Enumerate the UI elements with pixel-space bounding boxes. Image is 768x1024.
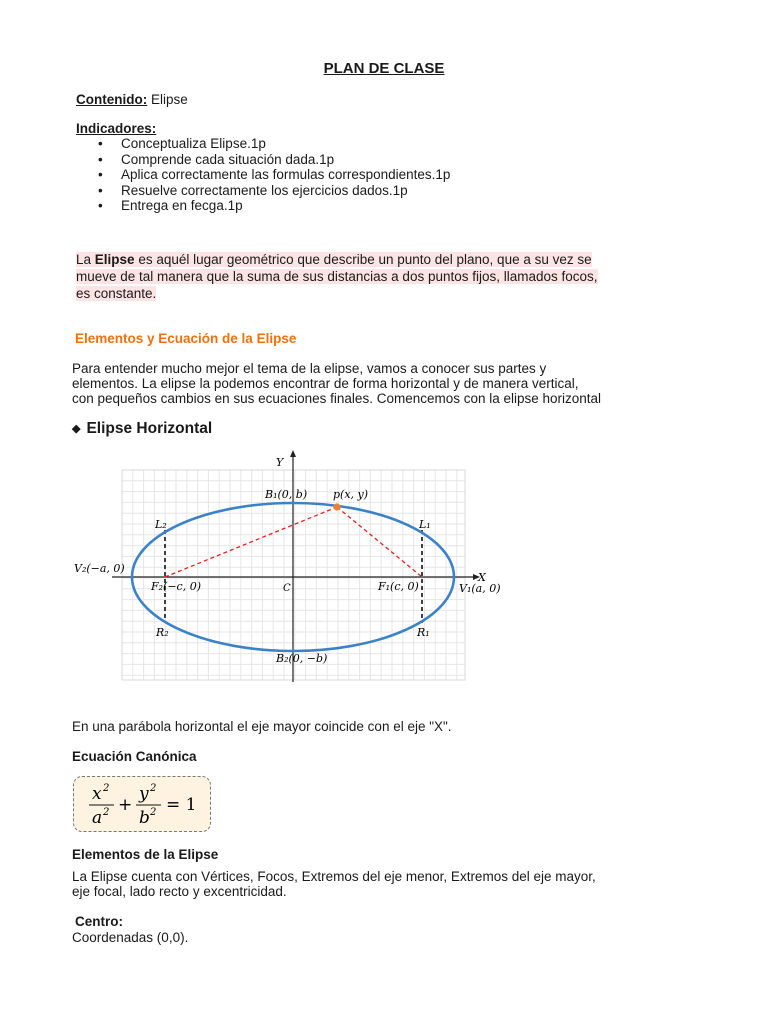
x-axis-label: X [478,571,486,584]
diamond-bullet-icon: ◆ [72,423,81,435]
r1-label: R₁ [417,626,430,639]
intro-line: Para entender mucho mejor el tema de la elipse, vamos a conocer sus partes y [72,361,547,376]
elipse-horizontal-text: Elipse Horizontal [86,420,213,437]
eq-a-exp: 2 [103,807,110,818]
intro-paragraph [72,361,682,406]
definition-pre: La [76,252,95,267]
definition-line3: es constante. [76,286,157,301]
definition-line2: mueve de tal manera que la suma de sus distancias a dos puntos fijos, llamados focos, [76,269,598,284]
b1-label: B₁(0, b) [265,488,308,501]
indicadores-list [98,136,450,214]
list-item: • Aplica correctamente las formulas correspondientes.1p [98,167,450,183]
centro-text: Coordenadas (0,0). [72,930,189,945]
b2-label: B₂(0, −b) [276,652,328,665]
center-label: C [283,583,291,594]
equation-box [73,776,211,832]
eq-x-exp: 2 [103,783,110,794]
canonical-equation [74,777,210,831]
definition-term: Elipse [94,252,135,267]
horizontal-note: En una parábola horizontal el eje mayor coincide con el eje "X". [72,719,452,734]
elementos-line: eje focal, lado recto y excentricidad. [72,884,287,899]
point-p [333,503,340,510]
eq-b-exp: 2 [150,807,157,818]
intro-line: elementos. La elipse la podemos encontrar de forma horizontal y de manera vertical, [72,376,579,391]
f2-label: F₂(−c, 0) [151,580,201,593]
elementos-heading: Elementos de la Elipse [72,847,219,862]
l1-label: L₁ [419,518,431,531]
ellipse-diagram [70,448,510,688]
v2-label: V₂(−a, 0) [74,562,125,575]
eq-equals: = 1 [166,795,197,815]
r2-label: R₂ [156,626,169,639]
contenido-line [76,92,188,107]
list-item: • Comprende cada situación dada.1p [98,152,450,168]
eq-plus: + [118,795,133,815]
elementos-paragraph [72,869,682,899]
list-item: • Resuelve correctamente los ejercicios dados.1p [98,183,450,199]
definition-line1: es aquél lugar geométrico que describe un punto del plano, que a su vez se [134,252,592,267]
page-title: PLAN DE CLASE [323,60,445,77]
v1-label: V₁(a, 0) [459,582,501,595]
section-heading: Elementos y Ecuación de la Elipse [75,331,297,346]
eq-b: b [139,808,150,828]
intro-line: con pequeños cambios en sus ecuaciones finales. Comencemos con la elipse horizontal [72,391,602,406]
l2-label: L₂ [155,518,167,531]
contenido-value: Elipse [151,92,188,107]
f1-label: F₁(c, 0) [378,580,419,593]
elementos-line: La Elipse cuenta con Vértices, Focos, Extremos del eje menor, Extremos del eje mayor, [72,869,596,884]
elipse-horizontal-heading [72,420,212,438]
list-item: • Entrega en fecga.1p [98,198,450,214]
contenido-label: Contenido: [76,92,148,107]
eq-x: x [92,784,102,804]
definition-paragraph [76,251,666,302]
centro-heading: Centro: [75,914,123,929]
y-axis-arrow-icon [290,450,296,457]
p-label: p(x, y) [333,488,369,501]
focal-line-right [337,507,422,577]
eq-y: y [139,784,149,804]
eq-y-exp: 2 [150,783,157,794]
indicadores-heading: Indicadores: [76,121,157,136]
y-axis-label: Y [276,456,284,469]
ecuacion-canonica-heading: Ecuación Canónica [72,749,197,764]
list-item: • Conceptualiza Elipse.1p [98,136,450,152]
focal-line-left [165,507,337,577]
eq-a: a [92,808,103,828]
